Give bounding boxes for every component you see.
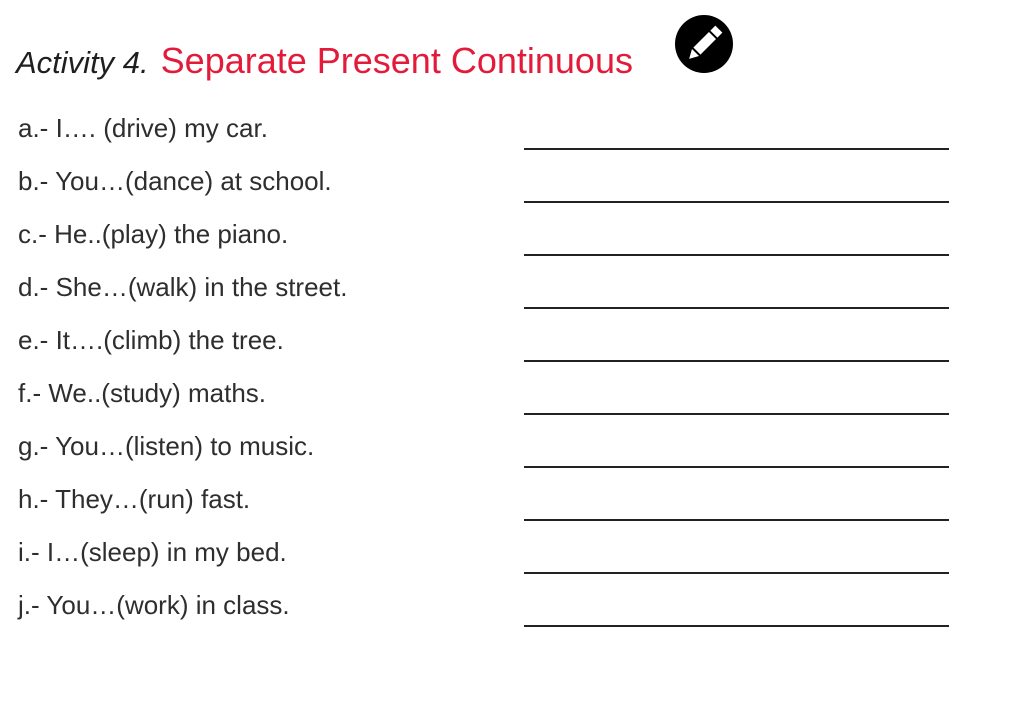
exercise-sentence: i.- I…(sleep) in my bed. <box>18 537 287 567</box>
answer-line[interactable] <box>524 201 949 203</box>
exercise-sentence: g.- You…(listen) to music. <box>18 431 315 461</box>
exercise-sentence: c.- He..(play) the piano. <box>18 219 289 249</box>
exercise-item-g <box>18 428 958 468</box>
exercise-item-i <box>18 534 958 574</box>
activity-title: Separate Present Continuous <box>160 40 633 81</box>
answer-line[interactable] <box>524 625 949 627</box>
activity-label: Activity 4. <box>16 45 149 80</box>
exercise-sentence: d.- She…(walk) in the street. <box>18 272 348 302</box>
answer-line[interactable] <box>524 572 949 574</box>
answer-line[interactable] <box>524 519 949 521</box>
answer-line[interactable] <box>524 360 949 362</box>
answer-line[interactable] <box>524 307 949 309</box>
exercise-sentence: a.- I…. (drive) my car. <box>18 113 268 143</box>
exercise-item-d <box>18 269 958 309</box>
exercise-item-h <box>18 481 958 521</box>
exercise-sentence: j.- You…(work) in class. <box>18 590 290 620</box>
answer-line[interactable] <box>524 466 949 468</box>
exercise-sentence: b.- You…(dance) at school. <box>18 166 332 196</box>
exercise-item-j <box>18 587 958 627</box>
exercise-item-b <box>18 163 958 203</box>
exercise-item-e <box>18 322 958 362</box>
answer-line[interactable] <box>524 254 949 256</box>
exercise-item-c <box>18 216 958 256</box>
exercise-sentence: f.- We..(study) maths. <box>18 378 267 408</box>
exercise-sentence: h.- They…(run) fast. <box>18 484 251 514</box>
answer-line[interactable] <box>524 413 949 415</box>
exercise-sentence: e.- It….(climb) the tree. <box>18 325 284 355</box>
answer-line[interactable] <box>524 148 949 150</box>
exercise-item-a <box>18 110 958 150</box>
exercise-item-f <box>18 375 958 415</box>
